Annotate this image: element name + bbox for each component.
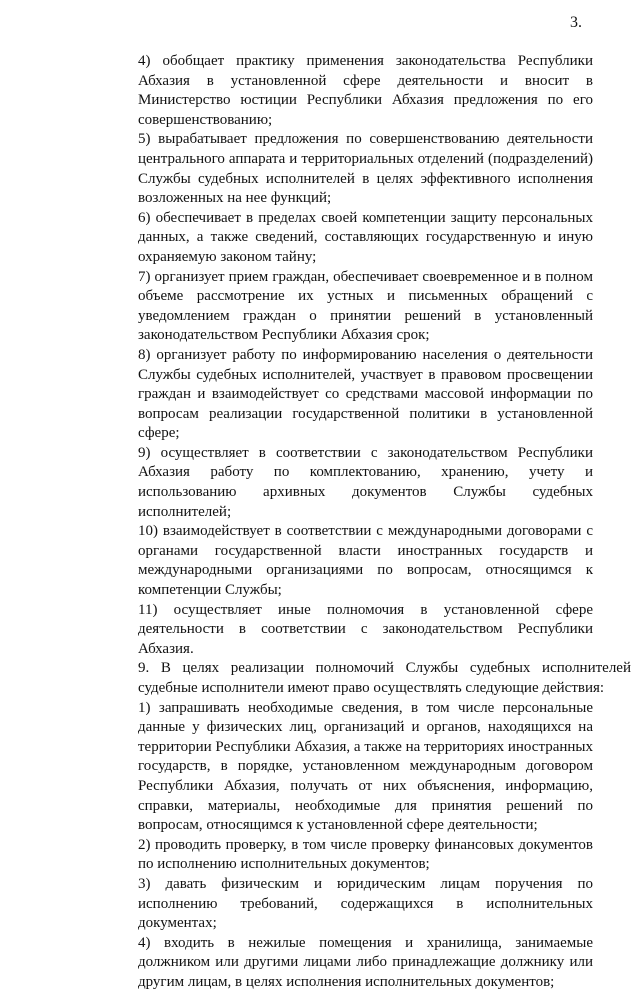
list-item: 9) осуществляет в соответствии с законодательством Республики Абхазия работу по комплектованию, хранению, учету и использованию архивных документов Службы судебных исполнителей;	[138, 444, 593, 520]
list-item: 7) организует прием граждан, обеспечивает своевременное и в полном объеме рассмотрение их устных и письменных обращений с уведомлением граждан о принятии решений в установленный законодательством Республики Абхазия срок;	[138, 268, 593, 344]
document-body	[138, 52, 631, 993]
page-number: 3.	[570, 14, 582, 31]
list-item: 6) обеспечивает в пределах своей компетенции защиту персональных данных, а также сведений, составляющих государственную и иную охраняемую законом тайну;	[138, 209, 593, 265]
list-item: 3) давать физическим и юридическим лицам поручения по исполнению требований, содержащихся в исполнительных документах;	[138, 875, 593, 932]
section-9-paragraph: 9. В целях реализации полномочий Службы судебных исполнителей судебные исполнители имеют право осуществлять следующие действия:	[138, 660, 631, 696]
list-item: 1) запрашивать необходимые сведения, в том числе персональные данные у физических лиц, организаций и органов, находящихся на территории Республики Абхазия, а также на территориях иностранных государств, в порядке, установленном международным договором Республики Абхазия, получать от них объяснения, информацию, справки, материалы, необходимые для принятия решений по вопросам, относящимся к установленной сфере деятельности;	[138, 699, 593, 834]
list-item: 10) взаимодействует в соответствии с международными договорами с органами государственной власти иностранных государств и международными организациями по вопросам, относящимся к компетенции Службы;	[138, 523, 593, 599]
list-item: 2) проводить проверку, в том числе проверку финансовых документов по исполнению исполнительных документов;	[138, 836, 593, 873]
list-item: 5) вырабатывает предложения по совершенствованию деятельности центрального аппарата и территориальных отделений (подразделений) Службы судебных исполнителей в целях эффективного исполнения возложенных на нее функций;	[138, 131, 593, 207]
list-item: 4) обобщает практику применения законодательства Республики Абхазия в установленной сфере деятельности и вносит в Министерство юстиции Республики Абхазия предложения по его совершенствованию;	[138, 53, 593, 128]
list-item: 8) организует работу по информированию населения о деятельности Службы судебных исполнителей, участвует в правовом просвещении граждан и взаимодействует со средствами массовой информации по вопросам реализации государственной политики в установленной сфере;	[138, 346, 593, 442]
list-item: 11) осуществляет иные полномочия в установленной сфере деятельности в соответствии с законодательством Республики Абхазия.	[138, 601, 593, 657]
list-item: 4) входить в нежилые помещения и хранилища, занимаемые должником или другими лицами либо принадлежащие должнику или другим лицам, в целях исполнения исполнительных документов;	[138, 934, 593, 990]
